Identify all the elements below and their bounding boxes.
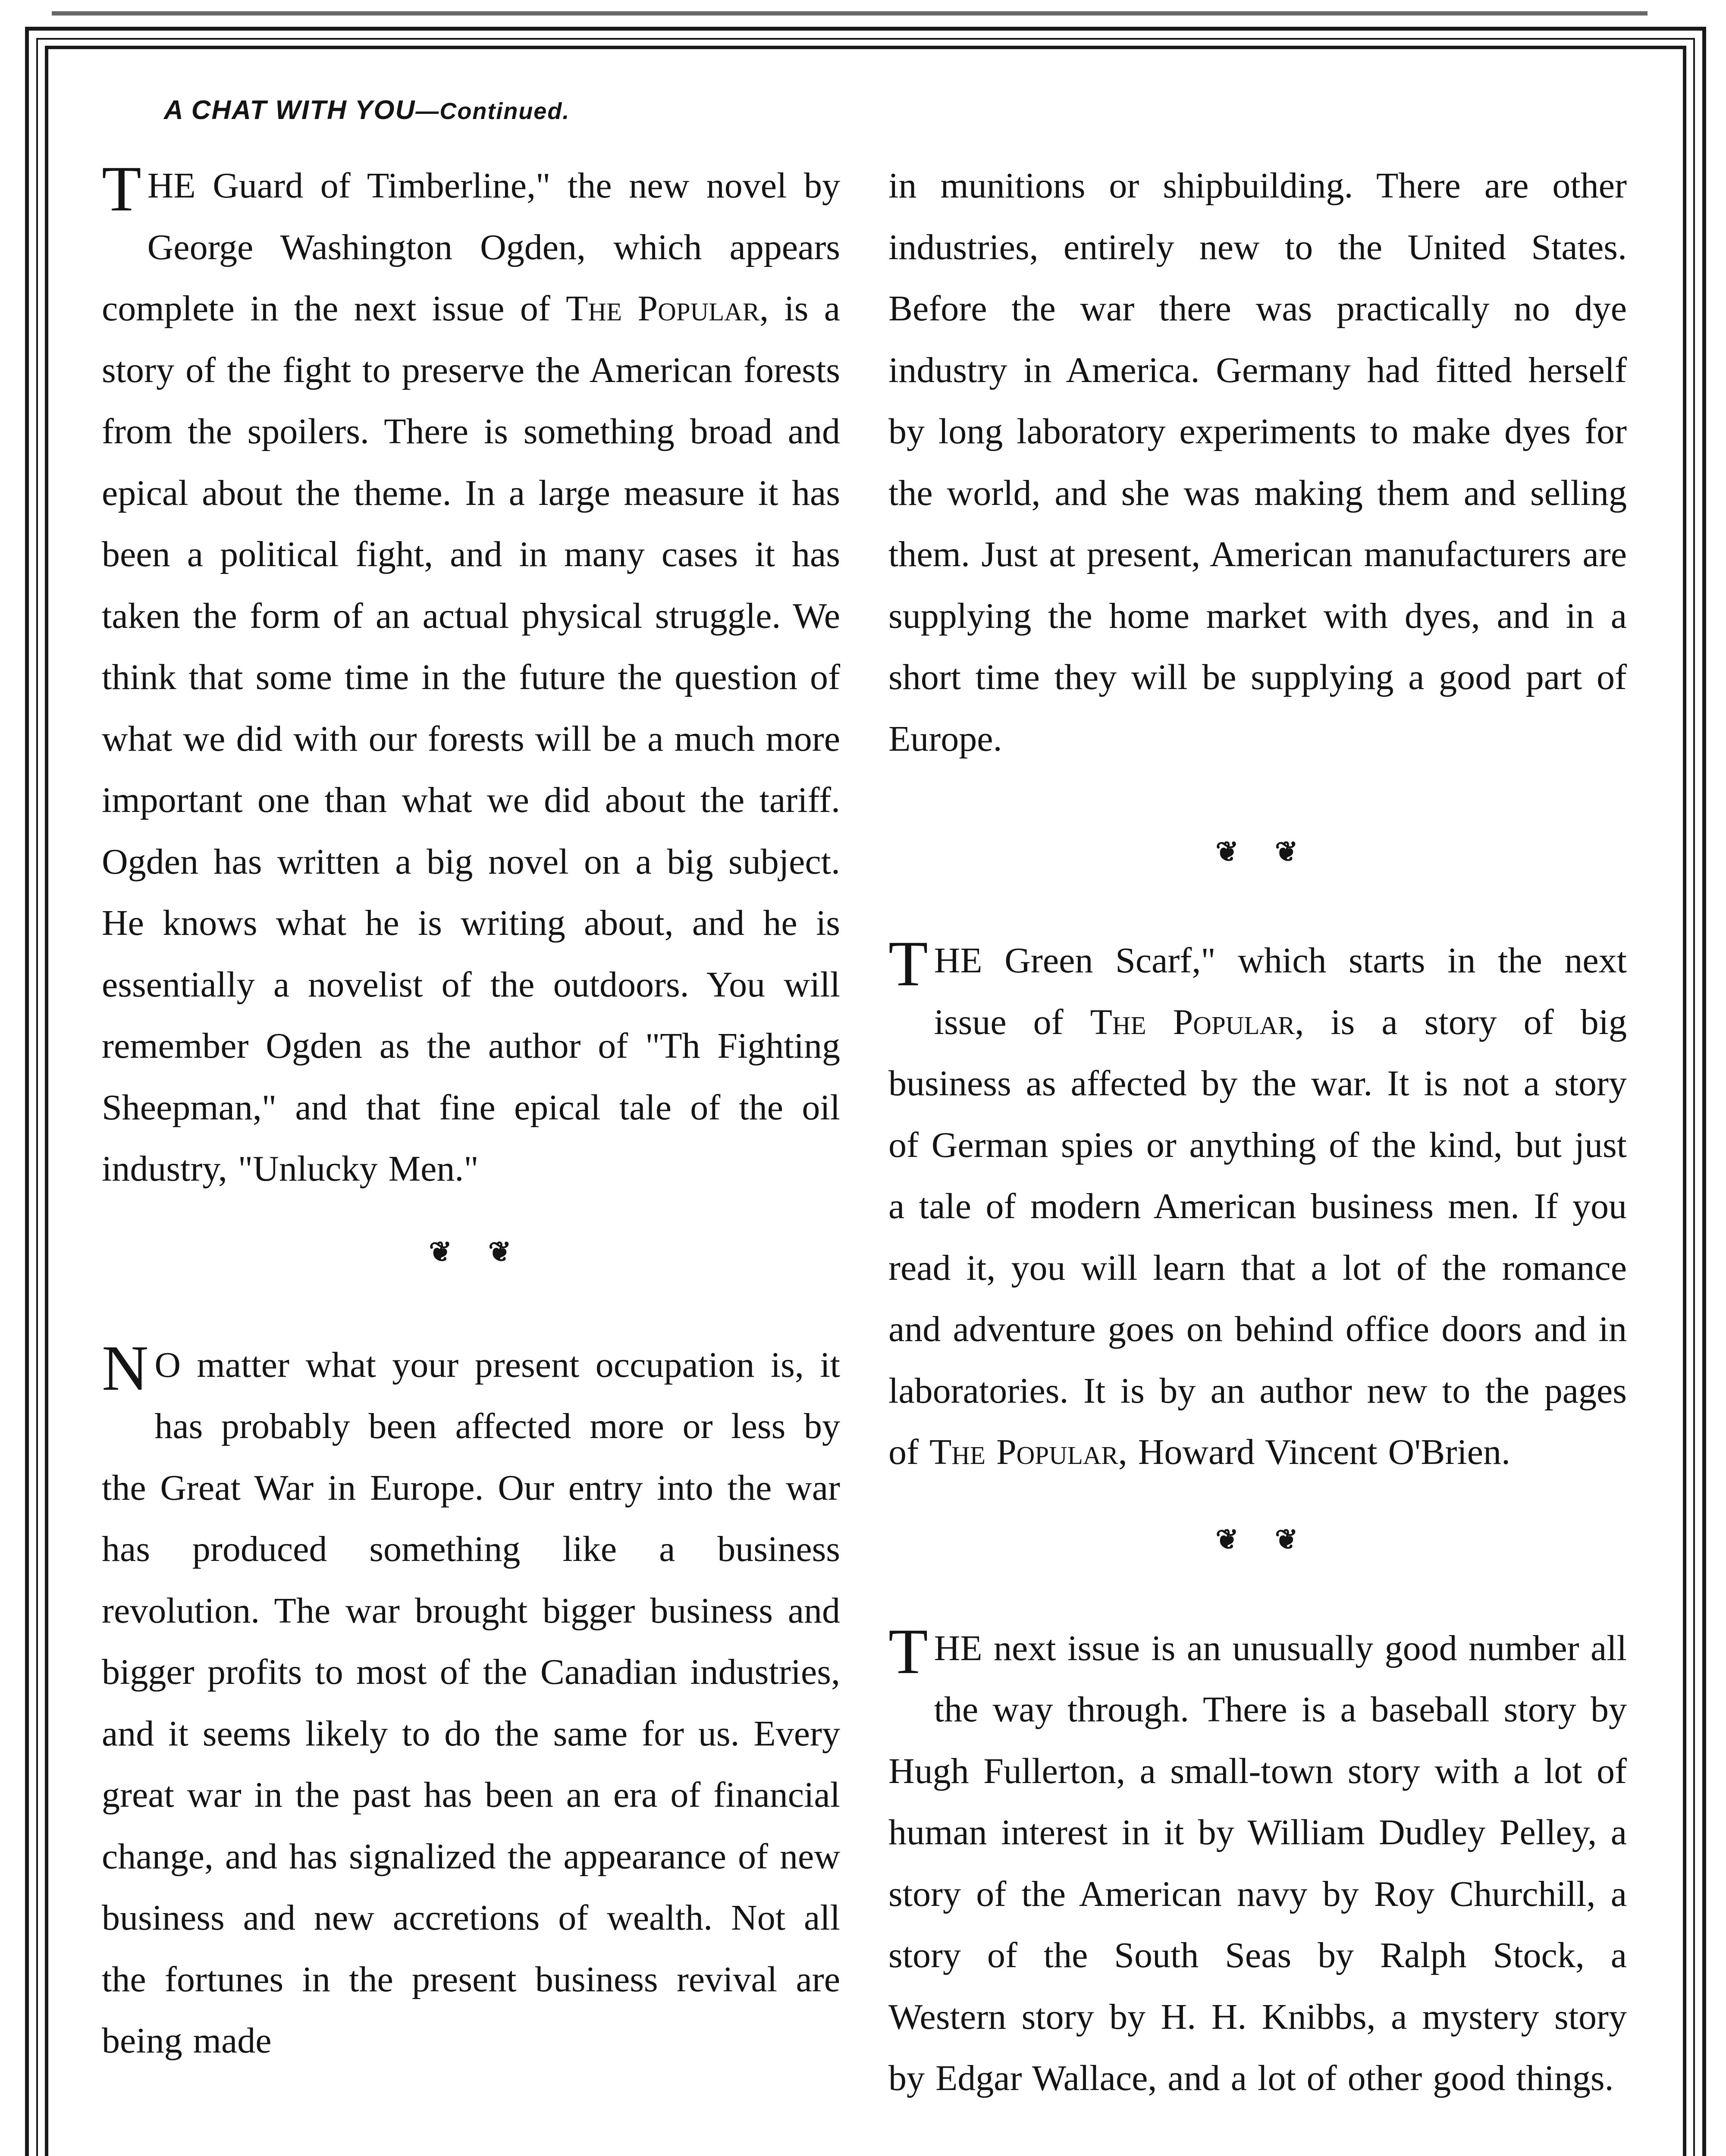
- paragraph-text: , Howard Vincent O'Brien.: [1118, 1432, 1511, 1472]
- paragraph-guard-of-timberline: [102, 155, 840, 1200]
- paragraph-text: HE next issue is an unusually good number all the way through. There is a baseball story by Hugh Fullerton, a small-town story with a lot of human interest in it by William Dudley Pelley, a story of the American navy by Roy Churchill, a story of the South Seas by Ralph Stock, a Western story by H. H. Knibbs, a mystery story by Edgar Wallace, and a lot of other good things.: [888, 1628, 1627, 2098]
- paragraph-text: O matter what your present occupation is, it has probably been affected more or less by the Great War in Europe. Our entry into the war has produced something like a business revolution. The war brought bigger business and bigger profits to most of the Canadian industries, and it seems likely to do the same for us. Every great war in the past has been an era of financial change, and has signalized the appearance of new business and new accretions of wealth. Not all the fortunes in the present business revival are being made: [102, 1344, 840, 2061]
- scan-top-edge: [52, 11, 1648, 16]
- paragraph-text: , is a story of big business as affected by the war. It is not a story of German spies or anything of the kind, but just a tale of modern American business men. If you read it, you will learn that a lot of the romance and adventure goes on behind office doors and in laboratories. It is by an author new to the pages of: [888, 1002, 1627, 1472]
- drop-cap: N: [102, 1332, 149, 1404]
- magazine-name: The Popular: [1090, 1002, 1295, 1042]
- section-ornament: ❦ ❦: [1215, 1524, 1313, 1555]
- paragraph-text: HE Guard of Timberline," the new novel by George Washington Ogden, which appears complete in the next issue of: [102, 166, 840, 329]
- page-header: [164, 95, 570, 125]
- paragraph-text: HE Green Scarf," which starts in the next issue of: [934, 940, 1627, 1042]
- header-continued: —Continued.: [415, 98, 570, 124]
- left-column: [102, 155, 840, 2072]
- paragraph-present-occupation: [102, 1332, 840, 2072]
- paragraph-green-scarf: [888, 930, 1627, 1483]
- magazine-name: The Popular: [929, 1432, 1118, 1472]
- drop-cap: T: [102, 153, 141, 225]
- paragraph-next-issue: [888, 1615, 1627, 2109]
- right-column: [888, 155, 1627, 2109]
- magazine-name: The Popular: [566, 288, 760, 329]
- paragraph-text: , is a story of the fight to preserve the American forests from the spoilers. There is something broad and epical about the theme. In a large measure it has been a political fight, and in many cases it has taken the form of an actual physical struggle. We think that some time in the future the question of what we did with our forests will be a much more important one than what we did about the tariff. Ogden has written a big novel on a big subject. He knows what he is writing about, and he is essentially a novelist of the outdoors. You will remember Ogden as the author of "Th Fighting Sheepman," and that fine epical tale of the oil industry, "Unlucky Men.": [102, 288, 841, 1189]
- paragraph-continuation: in munitions or shipbuilding. There are other industries, entirely new to the United States. Before the war there was practically no dye industry in America. Germany had fitted herself by long laboratory experiments to make dyes for the world, and she was making them and selling them. Just at present, American manufacturers are supplying the home market with dyes, and in a short time they will be supplying a good part of Europe.: [888, 166, 1627, 759]
- drop-cap: T: [888, 1615, 928, 1687]
- drop-cap: T: [888, 928, 928, 1000]
- section-ornament: ❦ ❦: [429, 1236, 526, 1267]
- header-title: A CHAT WITH YOU: [164, 95, 416, 125]
- section-ornament: ❦ ❦: [1215, 837, 1313, 867]
